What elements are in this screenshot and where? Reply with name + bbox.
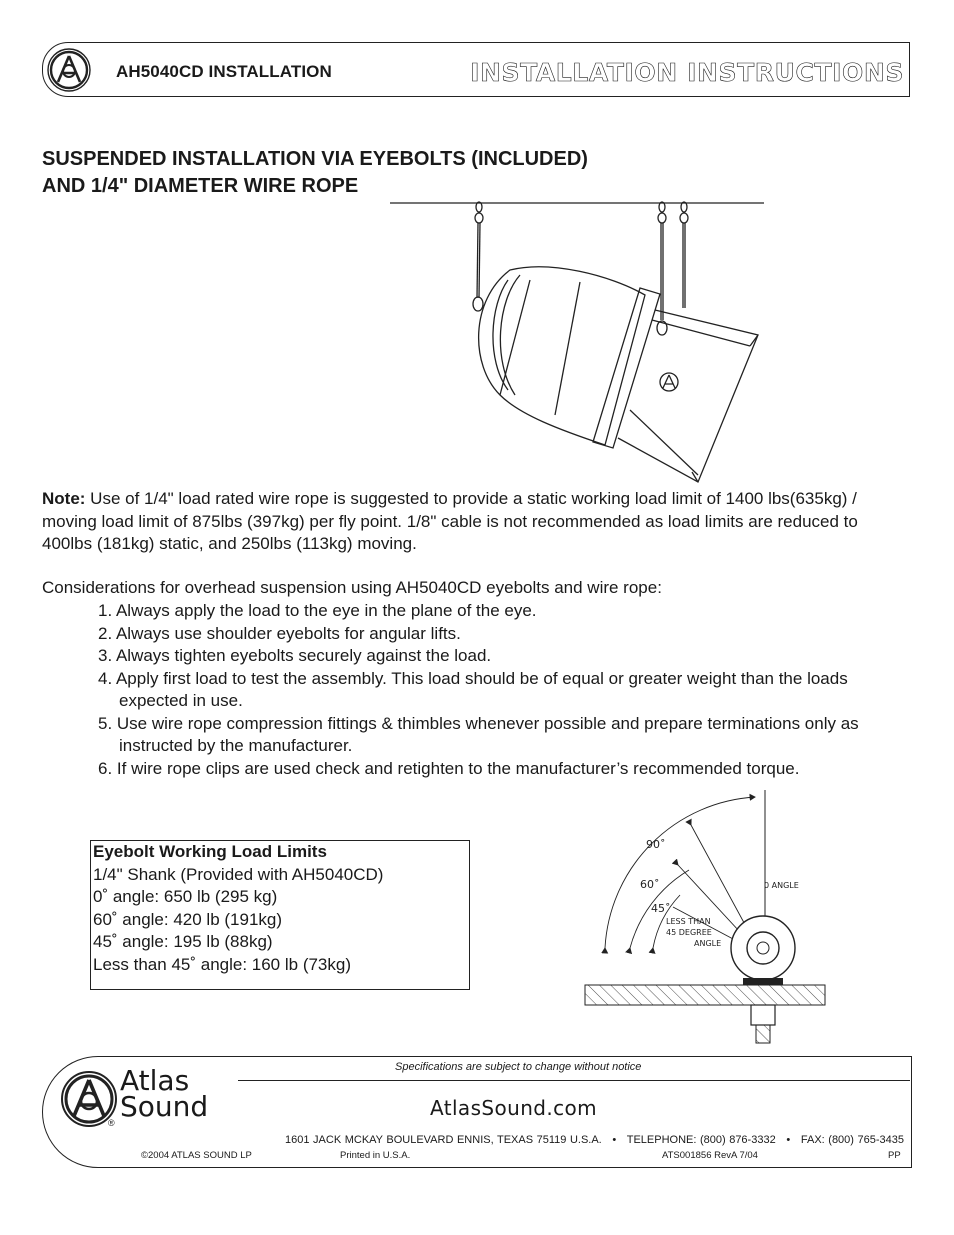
atlas-logo-icon (46, 47, 92, 93)
atlas-sound-logo (58, 1064, 238, 1128)
angle-label-less-1: LESS THAN (666, 917, 711, 926)
section-heading-line1: SUSPENDED INSTALLATION VIA EYEBOLTS (INCLUDED) (42, 148, 588, 170)
angle-label-60: 60˚ (640, 878, 660, 891)
document-number: ATS001856 RevA 7/04 (662, 1150, 758, 1161)
load-limits-title: Eyebolt Working Load Limits (93, 842, 327, 861)
section-heading-line2: AND 1/4" DIAMETER WIRE ROPE (42, 175, 359, 197)
copyright-text: ©2004 ATLAS SOUND LP (141, 1150, 252, 1161)
list-item: 4. Apply first load to test the assembly. This load should be of equal or greater weight than the loads expected in use. (98, 668, 848, 710)
angle-label-less-3: ANGLE (694, 939, 722, 948)
website-link[interactable]: AtlasSound.com (430, 1096, 598, 1120)
brand-name-line2: Sound (120, 1090, 209, 1123)
considerations-list (98, 600, 918, 780)
note-text: Use of 1/4" load rated wire rope is suggested to provide a static working load limit of 1400 lbs(635kg) / moving load limit of 875lbs (397kg) per fly point. 1/8" cable is not recommended as load limits are reduced to 400lbs (181kg) static, and 250lbs (113kg) moving. (42, 489, 858, 553)
load-limit-line: 1/4" Shank (Provided with AH5040CD) (93, 864, 384, 884)
angle-label-0: 0 ANGLE (764, 881, 799, 890)
list-item: 3. Always tighten eyebolts securely against the load. (98, 646, 492, 665)
angle-label-90: 90˚ (646, 838, 666, 851)
angle-label-45: 45˚ (651, 902, 671, 915)
initials-text: PP (888, 1150, 901, 1161)
load-limit-line: Less than 45˚ angle: 160 lb (73kg) (93, 954, 352, 974)
specifications-note: Specifications are subject to change without notice (395, 1061, 642, 1073)
load-limit-line: 60˚ angle: 420 lb (191kg) (93, 909, 283, 929)
list-item: 2. Always use shoulder eyebolts for angular lifts. (98, 623, 461, 643)
list-item: 6. If wire rope clips are used check and retighten to the manufacturer’s recommended torque. (98, 758, 800, 778)
considerations-intro: Considerations for overhead suspension using AH5040CD eyebolts and wire rope: (42, 578, 662, 597)
note-paragraph (42, 488, 902, 556)
registered-mark: ® (108, 1118, 115, 1128)
eyebolt-angle-diagram (580, 785, 830, 1050)
load-limit-line: 45˚ angle: 195 lb (88kg) (93, 932, 273, 952)
angle-label-less-2: 45 DEGREE (666, 928, 712, 937)
list-item: 5. Use wire rope compression fittings & thimbles whenever possible and prepare terminations only as instructed by the manufacturer. (98, 713, 859, 755)
brand-name-line1: Atlas (120, 1064, 190, 1097)
footer-divider (238, 1080, 910, 1081)
document-model-title: AH5040CD INSTALLATION (116, 62, 332, 81)
list-item: 1. Always apply the load to the eye in the plane of the eye. (98, 601, 537, 620)
load-limits-box (90, 840, 470, 990)
company-address: 1601 JACK MCKAY BOULEVARD ENNIS, TEXAS 75119 U.S.A. • TELEPHONE: (800) 876-3332 • FAX: (800) 765-3435 (285, 1134, 904, 1146)
note-label: Note: (42, 489, 86, 508)
document-type-title: INSTALLATION INSTRUCTIONS (470, 58, 904, 87)
load-limit-line: 0˚ angle: 650 lb (295 kg) (93, 887, 278, 907)
speaker-suspension-illustration (380, 190, 780, 490)
printed-in-text: Printed in U.S.A. (340, 1150, 411, 1161)
